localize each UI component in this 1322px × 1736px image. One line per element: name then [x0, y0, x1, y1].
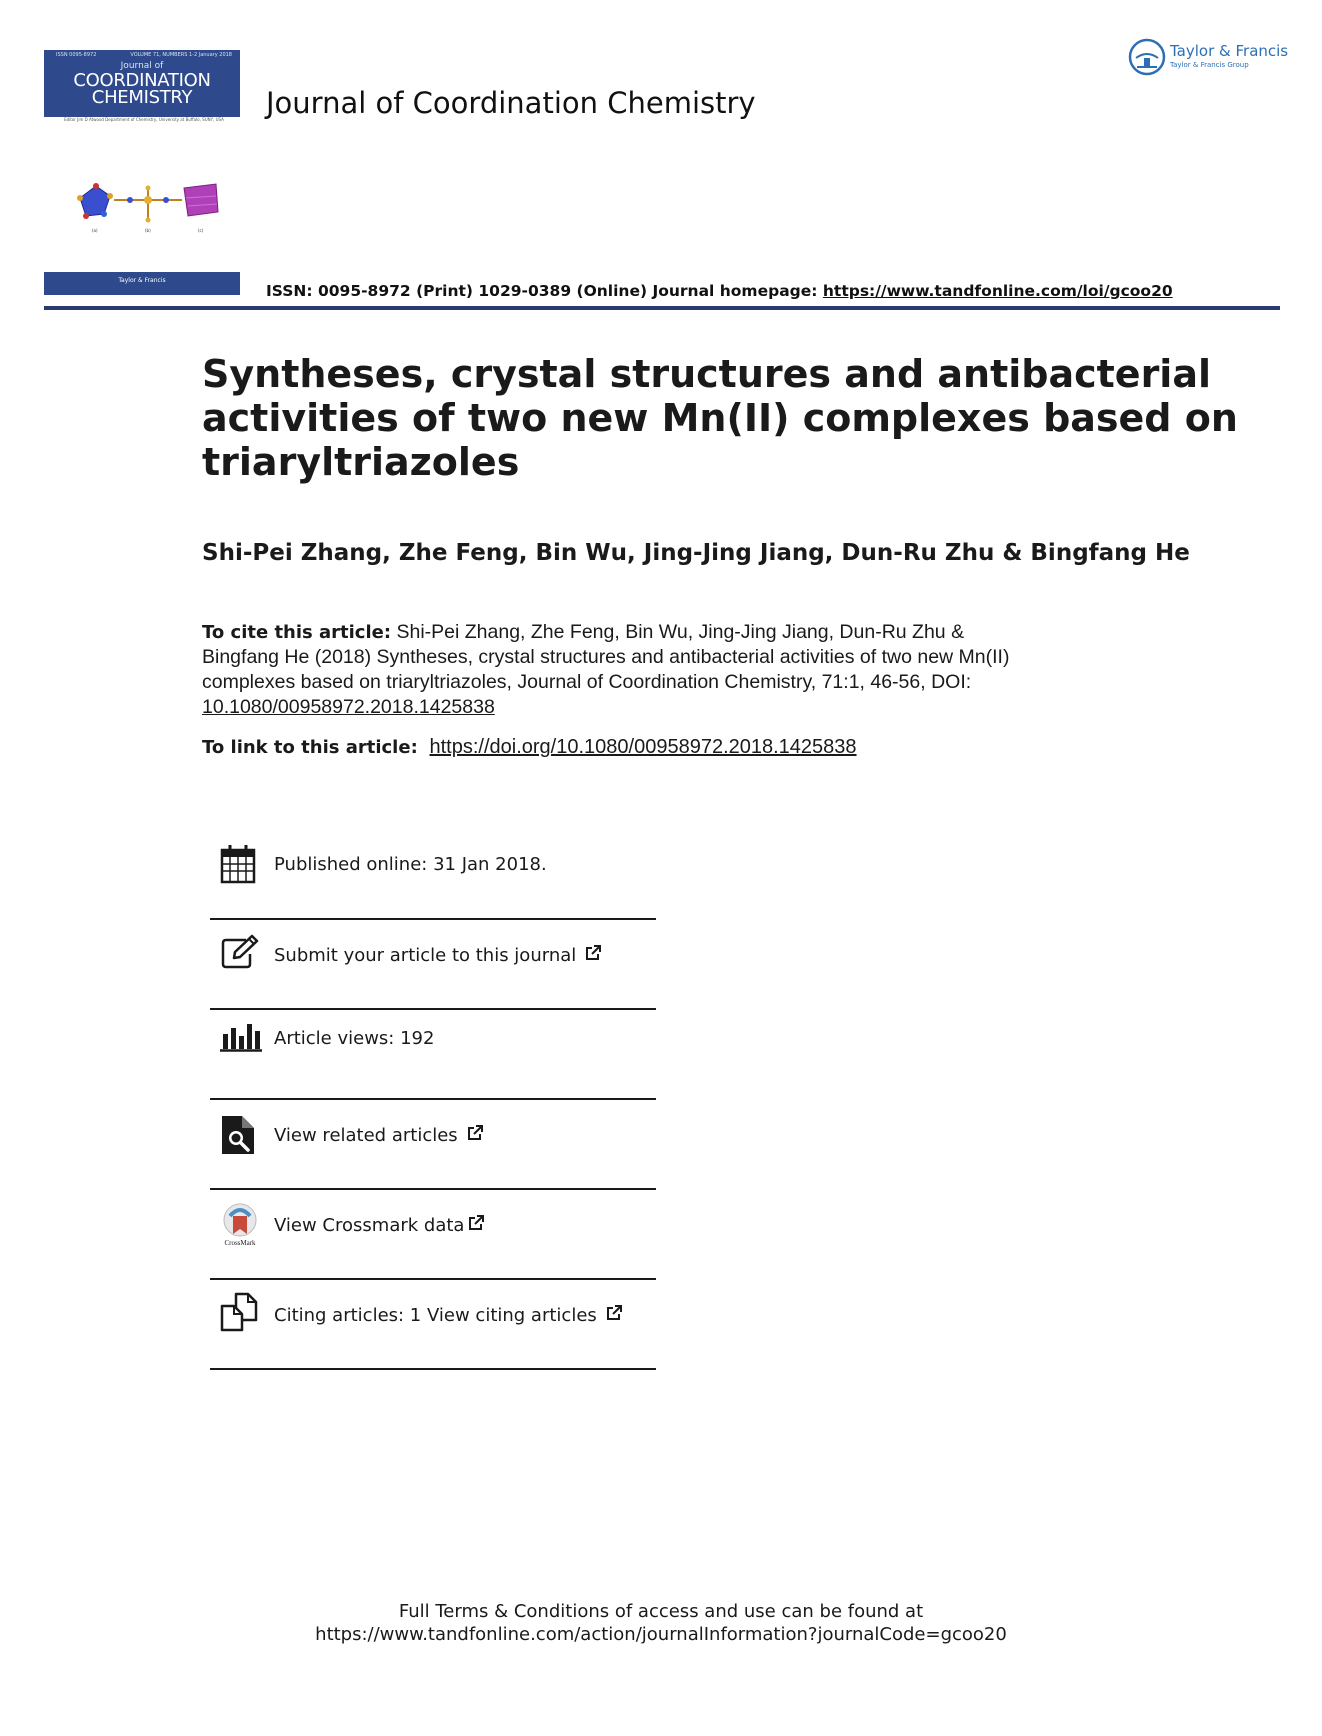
- terms-footer: [0, 1600, 1322, 1646]
- submit-article-label: Submit your article to this journal: [274, 945, 577, 966]
- article-title-line: triaryltriazoles: [202, 440, 520, 484]
- related-articles-link[interactable]: [210, 1110, 656, 1170]
- submit-article-link[interactable]: [210, 930, 656, 990]
- taylor-francis-logo-icon[interactable]: [1128, 38, 1166, 76]
- citing-articles-link[interactable]: [210, 1288, 656, 1348]
- article-views-count: Article views: 192: [274, 1028, 435, 1049]
- published-item: [210, 840, 656, 900]
- article-authors: Shi-Pei Zhang, Zhe Feng, Bin Wu, Jing-Jing Jiang, Dun-Ru Zhu & Bingfang He: [202, 540, 1190, 566]
- cover-title-line2: CHEMISTRY: [91, 87, 193, 108]
- info-divider: [210, 1368, 656, 1370]
- link-label: To link to this article:: [202, 737, 418, 758]
- cover-footer-band: [44, 272, 240, 295]
- publisher-group: Taylor & Francis Group: [1170, 61, 1249, 69]
- terms-url[interactable]: https://www.tandfonline.com/action/journalInformation?journalCode=gcoo20: [315, 1624, 1007, 1645]
- article-doi-link[interactable]: https://doi.org/10.1080/00958972.2018.1425838: [429, 736, 857, 758]
- issn-line: [266, 282, 1173, 300]
- cover-publisher-text: Taylor & Francis: [118, 277, 166, 284]
- cover-volume: VOLUME 71, NUMBERS 1-2 January 2018: [130, 52, 232, 58]
- info-divider: [210, 918, 656, 920]
- cite-text-line1: Shi-Pei Zhang, Zhe Feng, Bin Wu, Jing-Jing Jiang, Dun-Ru Zhu &: [396, 621, 965, 643]
- cite-label: To cite this article:: [202, 622, 392, 643]
- cover-editor-text: Editor Jim D Atwood Department of Chemistry, University at Buffalo, SUNY, USA: [64, 117, 224, 122]
- citing-articles-label: Citing articles: 1 View citing articles: [274, 1305, 597, 1326]
- info-divider: [210, 1098, 656, 1100]
- cover-molecule-image: [72, 174, 222, 234]
- external-link-icon: [467, 1214, 485, 1232]
- article-views-item: [210, 1016, 656, 1076]
- published-date: Published online: 31 Jan 2018.: [274, 854, 547, 875]
- svg-text:(b): (b): [145, 228, 151, 233]
- edit-icon: [220, 934, 260, 970]
- cite-text-line3: complexes based on triaryltriazoles, Journal of Coordination Chemistry, 71:1, 46-56, DOI:: [202, 671, 972, 693]
- crossmark-label: View Crossmark data: [274, 1215, 465, 1236]
- cite-doi-link[interactable]: 10.1080/00958972.2018.1425838: [202, 696, 495, 718]
- copy-documents-icon: [220, 1292, 258, 1332]
- cover-issn: ISSN 0095-8972: [56, 52, 97, 58]
- cite-text-line2: Bingfang He (2018) Syntheses, crystal structures and antibacterial activities of two new Mn(II): [202, 646, 1010, 668]
- citing-articles-row: [274, 1304, 623, 1326]
- crossmark-icon: [220, 1202, 260, 1246]
- cover-title-line1: COORDINATION: [73, 70, 211, 91]
- crossmark-row: [274, 1214, 485, 1236]
- article-title-line: activities of two new Mn(II) complexes based on: [202, 396, 1238, 440]
- svg-text:(a): (a): [92, 228, 98, 233]
- info-divider: [210, 1278, 656, 1280]
- issn-text: ISSN: 0095-8972 (Print) 1029-0389 (Online) Journal homepage:: [266, 282, 818, 300]
- cover-meta: [56, 52, 232, 58]
- journal-cover[interactable]: [44, 50, 240, 295]
- article-title-line: Syntheses, crystal structures and antibacterial: [202, 352, 1212, 396]
- bar-chart-icon: [220, 1020, 262, 1052]
- header-divider: [44, 306, 1280, 310]
- external-link-icon: [605, 1304, 623, 1322]
- submit-article-row: [274, 944, 602, 966]
- calendar-icon: [220, 844, 256, 884]
- info-divider: [210, 1188, 656, 1190]
- crossmark-logo-text: CrossMark: [224, 1239, 256, 1246]
- article-title: [202, 352, 1238, 484]
- journal-homepage-link[interactable]: https://www.tandfonline.com/loi/gcoo20: [822, 282, 1173, 300]
- journal-title[interactable]: Journal of Coordination Chemistry: [266, 86, 756, 120]
- publisher-name: Taylor & Francis: [1170, 42, 1289, 60]
- article-link-line: [202, 736, 857, 759]
- external-link-icon: [466, 1124, 484, 1142]
- citation-block: [202, 620, 1102, 720]
- terms-text: Full Terms & Conditions of access and use can be found at: [398, 1601, 924, 1622]
- svg-text:(c): (c): [198, 228, 204, 233]
- related-articles-row: [274, 1124, 484, 1146]
- cover-subtitle: Journal of: [120, 61, 164, 71]
- external-link-icon: [584, 944, 602, 962]
- document-search-icon: [220, 1114, 256, 1156]
- related-articles-label: View related articles: [274, 1125, 458, 1146]
- info-divider: [210, 1008, 656, 1010]
- crossmark-link[interactable]: [210, 1198, 656, 1258]
